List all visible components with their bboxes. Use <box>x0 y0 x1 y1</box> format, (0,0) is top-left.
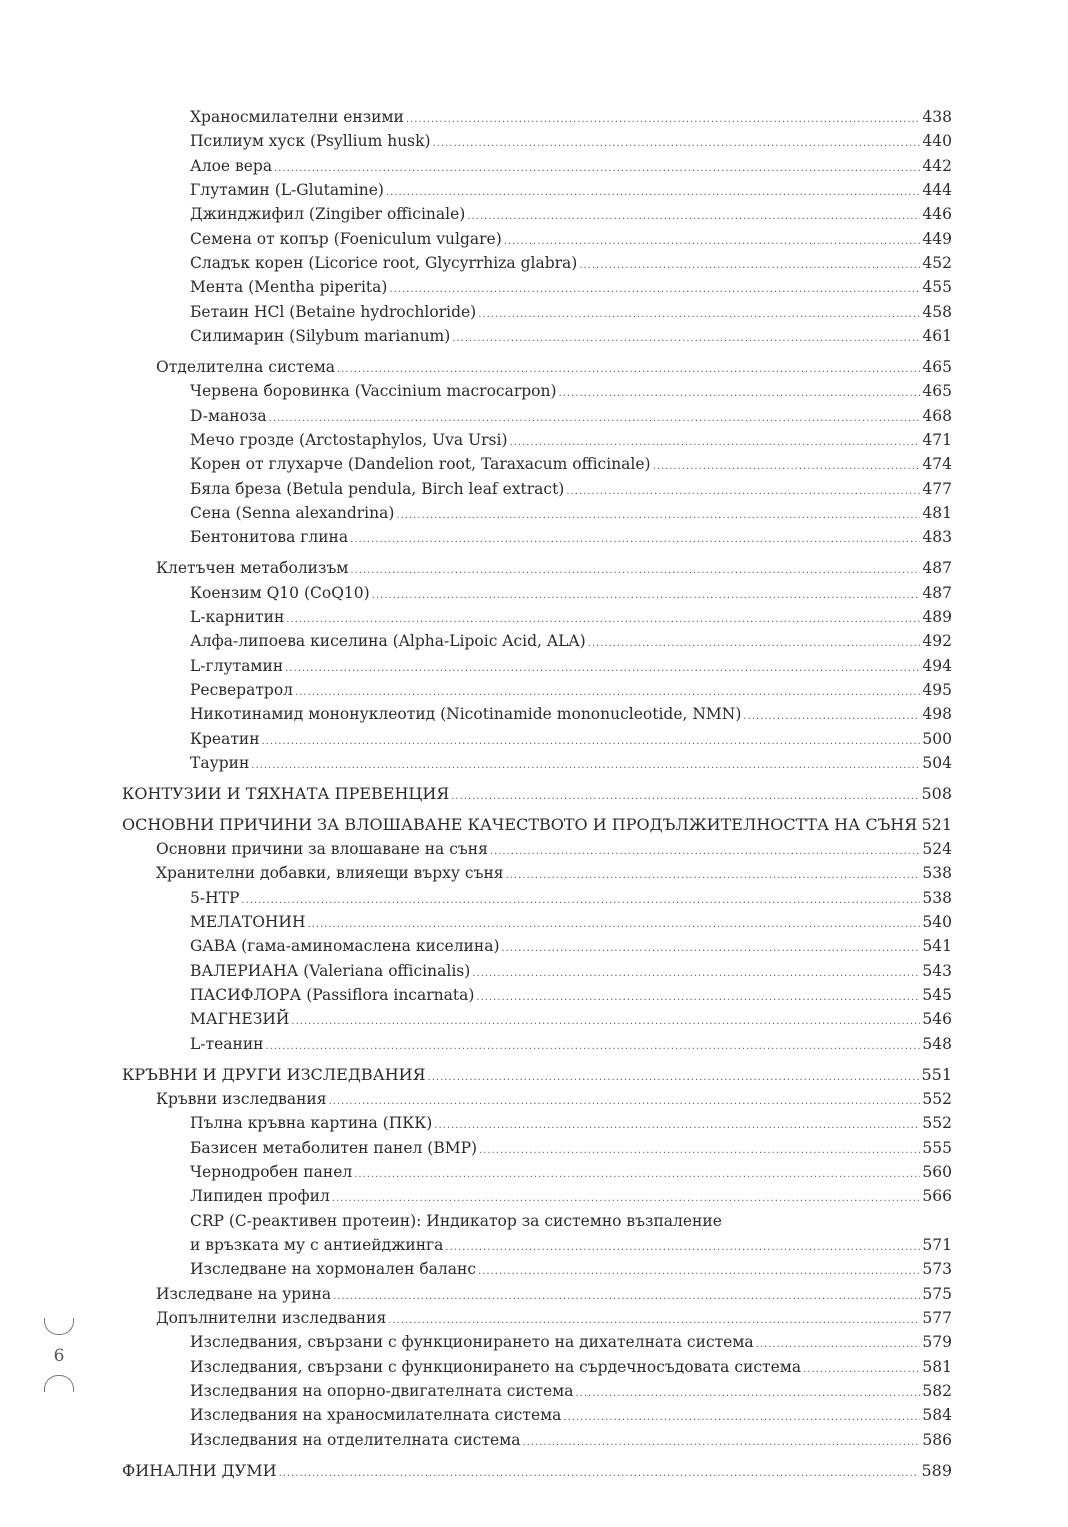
toc-entry <box>0 837 1068 861</box>
toc-entry-title: Пълна кръвна картина (ПКК) <box>190 1114 433 1133</box>
toc-dot-leader <box>279 1462 920 1486</box>
toc-entry <box>0 678 1068 702</box>
toc-entry <box>0 629 1068 653</box>
toc-entry-title: Ресвератрол <box>190 680 294 699</box>
toc-entry-page: 498 <box>922 705 952 724</box>
toc-entry-title: Псилиум хуск (Psyllium husk) <box>190 132 431 151</box>
toc-entry-page: 465 <box>922 357 952 376</box>
toc-entry-page: 552 <box>922 1114 952 1133</box>
toc-entry-page: 495 <box>922 680 952 699</box>
toc-entry-title: GABA (гама-аминомаслена киселина) <box>190 937 500 956</box>
toc-entry-page: 492 <box>922 632 952 651</box>
toc-entry-title: L-карнитин <box>190 607 285 626</box>
toc-entry-page: 548 <box>922 1034 952 1053</box>
toc-entry-title: Изследвания на опорно-двигателната система <box>190 1382 574 1401</box>
toc-entry-title: Изследвания, свързани с функционирането на сърдечносъдовата система <box>190 1357 802 1376</box>
toc-entry-page: 555 <box>922 1138 952 1157</box>
toc-entry <box>0 1087 1068 1111</box>
toc-entry <box>0 934 1068 958</box>
toc-entry <box>0 1209 1068 1233</box>
toc-entry-title: Бетаин HCl (Betaine hydrochloride) <box>190 302 477 321</box>
toc-entry-page: 471 <box>922 430 952 449</box>
toc-entry-page: 581 <box>922 1357 952 1376</box>
toc-entry-title: Джинджифил (Zingiber officinale) <box>190 205 466 224</box>
toc-entry-page: 449 <box>922 229 952 248</box>
toc-entry <box>0 1063 1068 1087</box>
toc-entry-page: 442 <box>922 156 952 175</box>
toc-entry-title: Храносмилателни ензими <box>190 108 404 126</box>
toc-entry-title: Креатин <box>190 729 260 748</box>
toc-entry-page: 477 <box>922 479 952 498</box>
toc-entry-page: 582 <box>922 1382 952 1401</box>
toc-entry <box>0 910 1068 934</box>
toc-entry-title: ФИНАЛНИ ДУМИ <box>122 1460 277 1480</box>
toc-entry-page: 487 <box>922 583 952 602</box>
toc-dot-leader <box>350 528 920 552</box>
toc-entry-title: Бяла бреза (Betula pendula, Birch leaf extract) <box>190 479 565 498</box>
toc-entry-page: 538 <box>922 888 952 907</box>
table-of-contents <box>0 105 1068 1483</box>
ornament-arc-bottom <box>44 1375 74 1392</box>
toc-entry-page: 541 <box>922 937 952 956</box>
toc-entry-page: 524 <box>922 839 952 858</box>
toc-entry-page: 444 <box>922 181 952 200</box>
toc-entry-page: 538 <box>922 864 952 883</box>
toc-entry <box>0 1233 1068 1257</box>
page-number: 6 <box>53 1346 65 1366</box>
toc-entry-title: Хранителни добавки, влияещи върху съня <box>156 864 504 883</box>
toc-entry-page: 461 <box>922 327 952 346</box>
toc-entry-page: 458 <box>922 302 952 321</box>
toc-entry <box>0 202 1068 226</box>
toc-entry-title: 5-HTP <box>190 888 240 907</box>
toc-entry-page: 586 <box>922 1430 952 1449</box>
toc-entry-title: Изследване на хормонален баланс <box>190 1260 477 1279</box>
toc-entry-title: Кръвни изследвания <box>156 1089 327 1108</box>
toc-entry-page: 566 <box>922 1187 952 1206</box>
toc-entry-title: ОСНОВНИ ПРИЧИНИ ЗА ВЛОШАВАНЕ КАЧЕСТВОТО И ПРОДЪЛЖИТЕЛНОСТТА НА СЪНЯ <box>122 814 918 834</box>
toc-entry-title: Семена от копър (Foeniculum vulgare) <box>190 229 502 248</box>
toc-entry <box>0 813 1068 837</box>
toc-entry-title: D-маноза <box>190 406 267 425</box>
toc-entry-title: Чернодробен панел <box>190 1162 353 1181</box>
toc-entry-page: 543 <box>922 961 952 980</box>
toc-entry <box>0 581 1068 605</box>
toc-entry-page: 579 <box>922 1333 952 1352</box>
toc-dot-leader <box>523 1431 921 1455</box>
toc-entry-title: Мента (Mentha piperita) <box>190 278 388 297</box>
toc-entry-page: 500 <box>922 729 952 748</box>
page-number-ornament <box>43 1318 75 1392</box>
toc-entry <box>0 1136 1068 1160</box>
toc-entry-title: Клетъчен метаболизъм <box>156 559 349 578</box>
toc-entry <box>0 1330 1068 1354</box>
toc-entry-title: ПАСИФЛОРА (Passiflora incarnata) <box>190 986 475 1005</box>
toc-entry-page: 474 <box>922 455 952 474</box>
toc-entry-title: Основни причини за влошаване на съня <box>156 839 488 858</box>
toc-entry <box>0 154 1068 178</box>
toc-entry-page: 545 <box>922 986 952 1005</box>
toc-entry-page: 521 <box>921 814 952 834</box>
toc-entry-title: Алфа-липоева киселина (Alpha-Lipoic Acid, ALA) <box>190 632 586 651</box>
toc-entry-title: Глутамин (L-Glutamine) <box>190 181 384 200</box>
toc-entry-title: Алое вера <box>190 156 273 175</box>
toc-entry <box>0 300 1068 324</box>
toc-entry-title: КРЪВНИ И ДРУГИ ИЗСЛЕДВАНИЯ <box>122 1064 426 1084</box>
toc-entry-title: Мечо грозде (Arctostaphylos, Uva Ursi) <box>190 430 508 449</box>
toc-entry <box>0 1160 1068 1184</box>
toc-entry-page: 552 <box>922 1089 952 1108</box>
toc-entry-title: Отделителна система <box>156 357 336 376</box>
toc-entry <box>0 1007 1068 1031</box>
toc-entry-title: Базисен метаболитен панел (BMP) <box>190 1138 478 1157</box>
toc-entry <box>0 1459 1068 1483</box>
toc-entry <box>0 1184 1068 1208</box>
toc-entry <box>0 1032 1068 1056</box>
toc-entry-title: Изследвания на отделителната система <box>190 1430 521 1449</box>
toc-entry-page: 452 <box>922 254 952 273</box>
toc-entry-title: Изследвания на храносмилателната система <box>190 1406 562 1425</box>
toc-entry-title: Изследване на урина <box>156 1284 332 1303</box>
toc-entry-title: МЕЛАТОНИН <box>190 913 306 931</box>
toc-entry-page: 489 <box>922 607 952 626</box>
toc-entry-page: 487 <box>922 559 952 578</box>
toc-entry <box>0 556 1068 580</box>
toc-entry-page: 438 <box>922 108 952 126</box>
toc-entry <box>0 1257 1068 1281</box>
toc-entry-page: 465 <box>922 382 952 401</box>
toc-entry <box>0 501 1068 525</box>
toc-entry-page: 551 <box>921 1064 952 1084</box>
toc-entry-page: 560 <box>922 1162 952 1181</box>
toc-entry <box>0 324 1068 348</box>
toc-entry <box>0 782 1068 806</box>
toc-entry-page: 504 <box>922 753 952 772</box>
toc-entry-page: 573 <box>922 1260 952 1279</box>
toc-entry <box>0 379 1068 403</box>
toc-entry <box>0 654 1068 678</box>
toc-entry <box>0 1306 1068 1330</box>
toc-entry-page: 446 <box>922 205 952 224</box>
toc-entry <box>0 886 1068 910</box>
toc-entry-page: 540 <box>922 913 952 931</box>
toc-entry <box>0 959 1068 983</box>
toc-entry-title: Липиден профил <box>190 1187 330 1206</box>
toc-entry <box>0 1428 1068 1452</box>
toc-entry-title: Корен от глухарче (Dandelion root, Taraxacum officinale) <box>190 455 651 474</box>
toc-entry-title: L-глутамин <box>190 656 284 675</box>
toc-entry <box>0 275 1068 299</box>
toc-entry-page: 468 <box>922 406 952 425</box>
toc-entry-title: Бентонитова глина <box>190 528 349 547</box>
toc-entry <box>0 105 1068 129</box>
toc-entry <box>0 861 1068 885</box>
toc-entry <box>0 1379 1068 1403</box>
toc-entry <box>0 1282 1068 1306</box>
toc-entry-page: 575 <box>922 1284 952 1303</box>
toc-dot-leader <box>251 754 920 778</box>
toc-entry-page: 494 <box>922 656 952 675</box>
toc-entry <box>0 702 1068 726</box>
toc-entry-title: CRP (C-реактивен протеин): Индикатор за системно възпаление <box>190 1211 722 1230</box>
toc-entry-page: 455 <box>922 278 952 297</box>
toc-entry-title: МАГНЕЗИЙ <box>190 1010 290 1029</box>
toc-dot-leader <box>451 785 919 809</box>
toc-entry <box>0 251 1068 275</box>
toc-entry-title: Силимарин (Silybum marianum) <box>190 327 451 346</box>
toc-entry-title: L-теанин <box>190 1034 264 1053</box>
toc-entry-page: 546 <box>922 1010 952 1029</box>
toc-entry <box>0 1355 1068 1379</box>
toc-entry-title: и връзката му с антиейджинга <box>190 1235 444 1254</box>
toc-entry <box>0 178 1068 202</box>
toc-entry-title: КОНТУЗИИ И ТЯХНАТА ПРЕВЕНЦИЯ <box>122 783 450 803</box>
toc-entry-title: Изследвания, свързани с функционирането на дихателната система <box>190 1333 754 1352</box>
toc-entry-page: 589 <box>921 1460 952 1480</box>
toc-entry <box>0 477 1068 501</box>
toc-dot-leader <box>266 1035 921 1059</box>
toc-entry-title: Никотинамид мононуклеотид (Nicotinamide mononucleotide, NMN) <box>190 705 742 724</box>
toc-dot-leader <box>452 327 920 351</box>
toc-entry-page: 440 <box>922 132 952 151</box>
ornament-arc-top <box>44 1318 74 1335</box>
toc-entry <box>0 355 1068 379</box>
toc-entry-page: 508 <box>921 783 952 803</box>
toc-entry <box>0 1403 1068 1427</box>
toc-entry-title: Допълнителни изследвания <box>156 1309 387 1327</box>
toc-entry <box>0 751 1068 775</box>
toc-entry <box>0 428 1068 452</box>
toc-entry-page: 584 <box>922 1406 952 1425</box>
toc-entry-page: 483 <box>922 528 952 547</box>
toc-entry <box>0 452 1068 476</box>
toc-entry <box>0 605 1068 629</box>
toc-entry <box>0 129 1068 153</box>
toc-entry-title: Таурин <box>190 753 250 772</box>
toc-entry-page: 571 <box>922 1235 952 1254</box>
toc-entry-page: 481 <box>922 504 952 522</box>
toc-entry-title: Сена (Senna alexandrina) <box>190 504 395 522</box>
toc-entry <box>0 983 1068 1007</box>
toc-entry-title: ВАЛЕРИАНА (Valeriana officinalis) <box>190 961 471 980</box>
toc-entry <box>0 404 1068 428</box>
toc-entry <box>0 727 1068 751</box>
toc-entry <box>0 227 1068 251</box>
toc-entry <box>0 1111 1068 1135</box>
toc-entry <box>0 525 1068 549</box>
toc-entry-title: Сладък корен (Licorice root, Glycyrrhiza glabra) <box>190 254 578 273</box>
toc-entry-title: Коензим Q10 (CoQ10) <box>190 583 370 602</box>
toc-entry-page: 577 <box>922 1309 952 1327</box>
toc-entry-title: Червена боровинка (Vaccinium macrocarpon) <box>190 382 557 401</box>
